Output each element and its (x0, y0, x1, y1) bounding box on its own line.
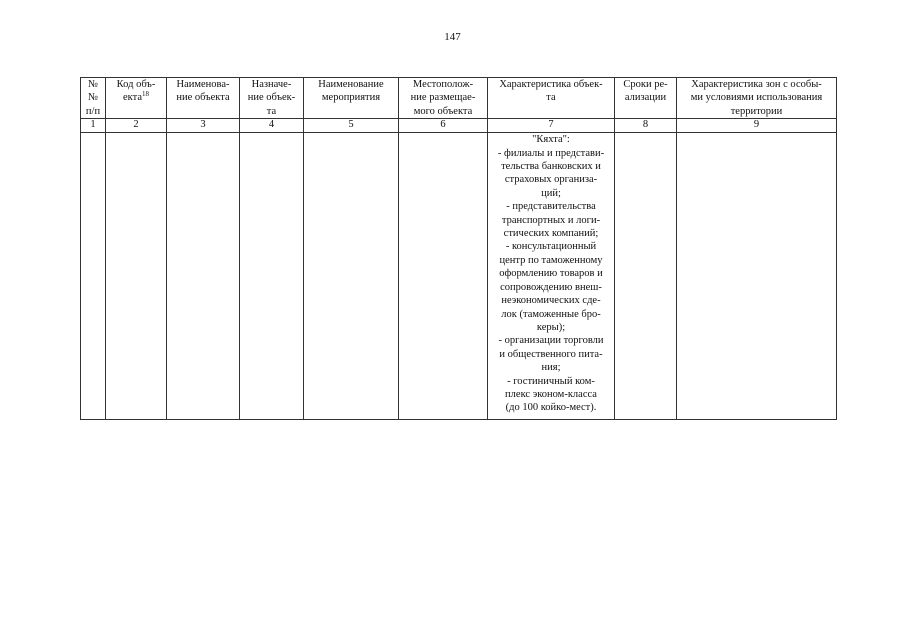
table-cell (167, 133, 240, 420)
header-line: Характеристика объек- (499, 79, 603, 90)
header-cell-zones (677, 78, 837, 119)
characteristic-line: стических компаний; (503, 228, 599, 240)
header-line: Наименование (318, 79, 384, 90)
page-number: 147 (444, 31, 461, 43)
header-cell-location (399, 78, 488, 119)
header-line-text: екта (122, 92, 142, 104)
header-line: ние объекта (176, 92, 230, 104)
column-number: 6 (399, 119, 488, 133)
characteristic-line: - консультационный (505, 241, 597, 253)
header-line: № (87, 79, 99, 90)
header-line: Местополож- (412, 79, 474, 90)
characteristic-line: страховых организа- (504, 174, 598, 186)
characteristic-line: - представительства (506, 201, 596, 213)
table-cell (399, 133, 488, 420)
header-line: № (87, 92, 99, 104)
header-line: мого объекта (413, 105, 473, 117)
header-line: мероприятия (321, 92, 381, 104)
column-number: 3 (167, 119, 240, 133)
table-cell (106, 133, 167, 420)
header-line: ми условиями использования (690, 92, 823, 104)
characteristic-line: тельства банковских и (501, 161, 601, 173)
characteristic-line: и общественного пита- (499, 348, 603, 360)
characteristic-line: ния; (541, 362, 561, 374)
header-line: территории (730, 105, 783, 117)
header-cell-event-name (304, 78, 399, 119)
characteristic-line: "Кяхта": (532, 134, 570, 146)
objects-table (80, 77, 837, 420)
characteristic-line: ций; (541, 187, 561, 199)
characteristic-line: - организации торговли (498, 335, 604, 347)
column-number-row (81, 119, 837, 133)
characteristic-line: (до 100 койко-мест). (505, 402, 597, 414)
header-line: Сроки ре- (623, 79, 668, 90)
header-line: та (546, 92, 556, 104)
table-cell (304, 133, 399, 420)
column-number: 1 (81, 119, 106, 133)
column-number: 4 (240, 119, 304, 133)
header-cell-object-name (167, 78, 240, 119)
column-number: 2 (106, 119, 167, 133)
characteristic-cell (488, 133, 615, 420)
characteristic-line: плекс эконом-класса (505, 388, 597, 400)
header-line-with-footnote (108, 91, 164, 104)
characteristic-line: неэкономических сде- (501, 295, 601, 307)
header-line: Наименова- (176, 79, 230, 90)
header-row (81, 78, 837, 119)
header-cell-characteristic (488, 78, 615, 119)
column-number: 5 (304, 119, 399, 133)
column-number: 7 (488, 119, 615, 133)
characteristic-line: - филиалы и представи- (497, 147, 605, 159)
characteristic-line: оформлению товаров и (499, 268, 603, 280)
header-line: ние объек- (247, 92, 296, 104)
header-cell-timeline (615, 78, 677, 119)
header-line: п/п (85, 105, 101, 117)
header-line: Назначе- (251, 79, 292, 90)
header-line: ализации (624, 92, 667, 104)
table-cell (240, 133, 304, 420)
table-row (81, 133, 837, 420)
table-cell (677, 133, 837, 420)
table-cell (615, 133, 677, 420)
characteristic-line: лок (таможенные бро- (501, 308, 601, 320)
characteristic-line: керы); (536, 321, 566, 333)
header-line: ние размещае- (410, 92, 476, 104)
table-cell (81, 133, 106, 420)
header-cell-object-purpose (240, 78, 304, 119)
column-number: 9 (677, 119, 837, 133)
column-number: 8 (615, 119, 677, 133)
header-line: Код объ- (116, 79, 156, 90)
header-line: Характеристика зон с особы- (691, 79, 822, 90)
characteristic-line: сопровождению внеш- (500, 281, 602, 293)
characteristic-line: - гостиничный ком- (507, 375, 595, 387)
header-line: та (266, 105, 277, 117)
footnote-marker: 18 (142, 90, 149, 99)
characteristic-line: центр по таможенному (499, 254, 603, 266)
header-cell-object-code (106, 78, 167, 119)
characteristic-line: транспортных и логи- (501, 214, 601, 226)
header-cell-number (81, 78, 106, 119)
